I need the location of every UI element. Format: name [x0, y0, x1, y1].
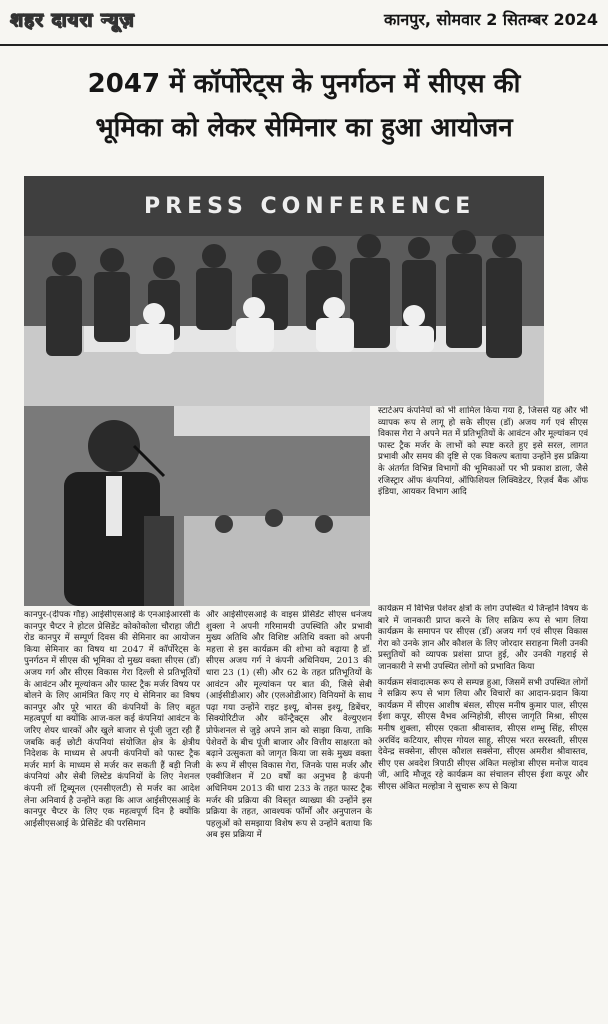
newspaper-name: शहर दायरा न्यूज़: [10, 9, 135, 31]
article-column-middle: [206, 610, 372, 1018]
group-photo: [24, 176, 544, 406]
headline-line-1: 2047 में कॉर्पोरेट्स के पुनर्गठन में सीएस की: [87, 69, 521, 99]
article-paragraph: कार्यक्रम में विभिन्न पेशेवर क्षेत्रों के लोग उपस्थित थे जिन्होंने विषय के बारे में जानकारी प्राप्त करने के लिए सक्रिय रूप से भाग लिया कार्यक्रम के समापन पर सीएस (डॉ) अजय गर्ग एवं सीएस विकास गेरा को उनके ज्ञान और कौशल के लिए जोरदार सराहना मिली उनकी प्रस्तुतियों को व्यापक प्रशंसा प्राप्त हुई, और उनकी गहराई से जानकारी ने सभी उपस्थित लोगों को प्रभावित किया: [378, 604, 588, 672]
article-paragraph: कार्यक्रम संवादात्मक रूप से सम्पन्न हुआ, जिसमें सभी उपस्थित लोगों ने सक्रिय रूप से भाग लिया और विचारों का आदान-प्रदान किया कार्यक्रम में सीएस आशीष बंसल, सीएस मनीष कुमार पाल, सीएस ईशा कपूर, सीएस वैभव अग्निहोत्री, सीएस जागृति मिश्रा, सीएस मनीष शुक्ला, सीएस एकता श्रीवास्तव, सीएस शम्भु सिंह, सीएस अरविंद कटियार, सीएस गोयल साहू, सीएस भरत सरस्वती, सीएस देवेन्द्र सक्सेना, सीएस कौशल सक्सेना, सीएस अमरीश श्रीवास्तव, सीए एस अवदेश त्रिपाठी सीएस अंकित मल्होत्रा सीएस मनोज यादव जी, आदि मौजूद रहे कार्यक्रम का संचालन सीएस ईशा कपूर और सीएस अंकित मल्होत्रा ने सुचारू रूप से किया: [378, 677, 588, 792]
masthead: [0, 0, 608, 46]
article-column-right-top: [378, 406, 588, 602]
article-paragraph: स्टार्टअप कंपनियों को भी शामिल किया गया है, जिससे यह और भी व्यापक रूप से लागू हो सके सीएस (डॉ) अजय गर्ग एवं सीएस विकास गेरा ने अपने मत में प्रतिभूतियों के आवंटन और मूल्यांकन एवं फास्ट ट्रैक मर्जर के लाभों को स्पष्ट करते हुए इसे सरल, लागत प्रभावी और समय की दृष्टि से एक विकल्प बताया उन्होंने इस प्रक्रिया के अंतर्गत विभिन्न विभागों की भूमिकाओं पर भी प्रकाश डाला, जैसे रजिस्ट्रार ऑफ कंपनियां, ऑफिशियल लिक्विडेटर, रिज़र्व बैंक ऑफ इंडिया, आयकर विभाग आदि: [378, 406, 588, 498]
speaker-photo: [24, 406, 370, 606]
article-column-left: [24, 610, 200, 1018]
article-paragraph: कानपुर-(दीपक गौड़) आईसीएसआई के एनआईआरसी के कानपुर चैप्टर ने होटल प्रेसिडेंट कोकोकोला चौराहा जीटी रोड कानपुर में सम्पूर्ण दिवस की सेमिनार का आयोजन किया सेमिनार का विषय था 2047 में कॉर्पोरेट्स के पुनर्गठन में सीएस की भूमिका दो मुख्य वक्ता सीएस (डॉ) अजय गर्ग और सीएस विकास गेरा दिल्ली से प्रतिभूतियों के आवंटन और मूल्यांकन और फास्ट ट्रैक मर्जर विषय पर बोलने के लिए आमंत्रित किए गए थे सेमिनार का विषय कानपुर और पूरे भारत की कंपनियों के लिए बहुत महत्वपूर्ण था क्योंकि आज-कल कई कंपनियां आवंटन के जरिए शेयर धारकों और खुले बाजार से पूंजी जुटा रही हैं जबकि कई छोटी कंपनियां संयोजित क्षेत्र के क्षेत्रीय निदेशक के माध्यम से अपनी कंपनियों को फास्ट ट्रैक मर्जर मार्ग के माध्यम से मर्जर कर सकती हैं बड़ी निजी कंपनियां और सेबी लिस्टेड कंपनियों के लिए नेशनल कंपनी लॉ ट्रिब्यूनल (एनसीएलटी) से मर्जर का आदेश लेना अनिवार्य है उन्होंने कहा कि आज आईसीएसआई के कानपुर चैप्टर के लिए एक महत्वपूर्ण दिन है क्योंकि आईसीएसआई के प्रेसिडेंट की परसिमान: [24, 610, 200, 829]
press-conference-banner: PRESS CONFERENCE: [144, 194, 476, 219]
article-column-right-bottom: [378, 604, 588, 1018]
article-headline: [14, 62, 594, 150]
article-paragraph: और आईसीएसआई के वाइस प्रेसिडेंट सीएस धनंजय शुक्ला ने अपनी गरिमामयी उपस्थिति और प्रभावी मुख्य अतिथि और विशिष्ट अतिथि वक्ता को अपनी महत्ता से इस कार्यक्रम की शोभा को बढ़ाया है डॉ. सीएस अजय गर्ग ने कंपनी अधिनियम, 2013 की धारा 23 (1) (सी) और 62 के तहत प्रतिभूतियों के आवंटन और मूल्यांकन पर बात की, जिसे सेबी (आईसीडीआर) और (एलओडीआर) विनियमों के साथ पढ़ा गया उन्होंने राइट इश्यू, बोनस इश्यू, डिबेंचर, सिक्योरिटीज और कॉन्ट्रैक्ट्स और वेल्युएशन प्रोफेशनल से जुड़े अपने ज्ञान को साझा किया, ताकि पेशेवरों के बीच पूंजी बाजार और वित्तीय साक्षरता को बढ़ाने उत्सुकता को जागृत किया जा सके मुख्य वक्ता के रूप में सीएस विकास गेरा, जिनके पास मर्जर और एक्वीजिशन में 20 वर्षों का अनुभव है कंपनी अधिनियम 2013 की धारा 233 के तहत फास्ट ट्रैक मर्जर की प्रक्रिया की विस्तृत व्याख्या की उन्होंने इस प्रक्रिया के तहत, आवश्यक फॉर्मों और अनुपालन के पहलुओं को समझाया विशेष रूप से उन्होंने बताया कि अब इस प्रक्रिया में: [206, 610, 372, 841]
edition-dateline: कानपुर, सोमवार 2 सितम्बर 2024: [383, 10, 598, 29]
speaker-photo-drawing: [24, 406, 370, 606]
headline-line-2: भूमिका को लेकर सेमिनार का हुआ आयोजन: [95, 113, 513, 143]
